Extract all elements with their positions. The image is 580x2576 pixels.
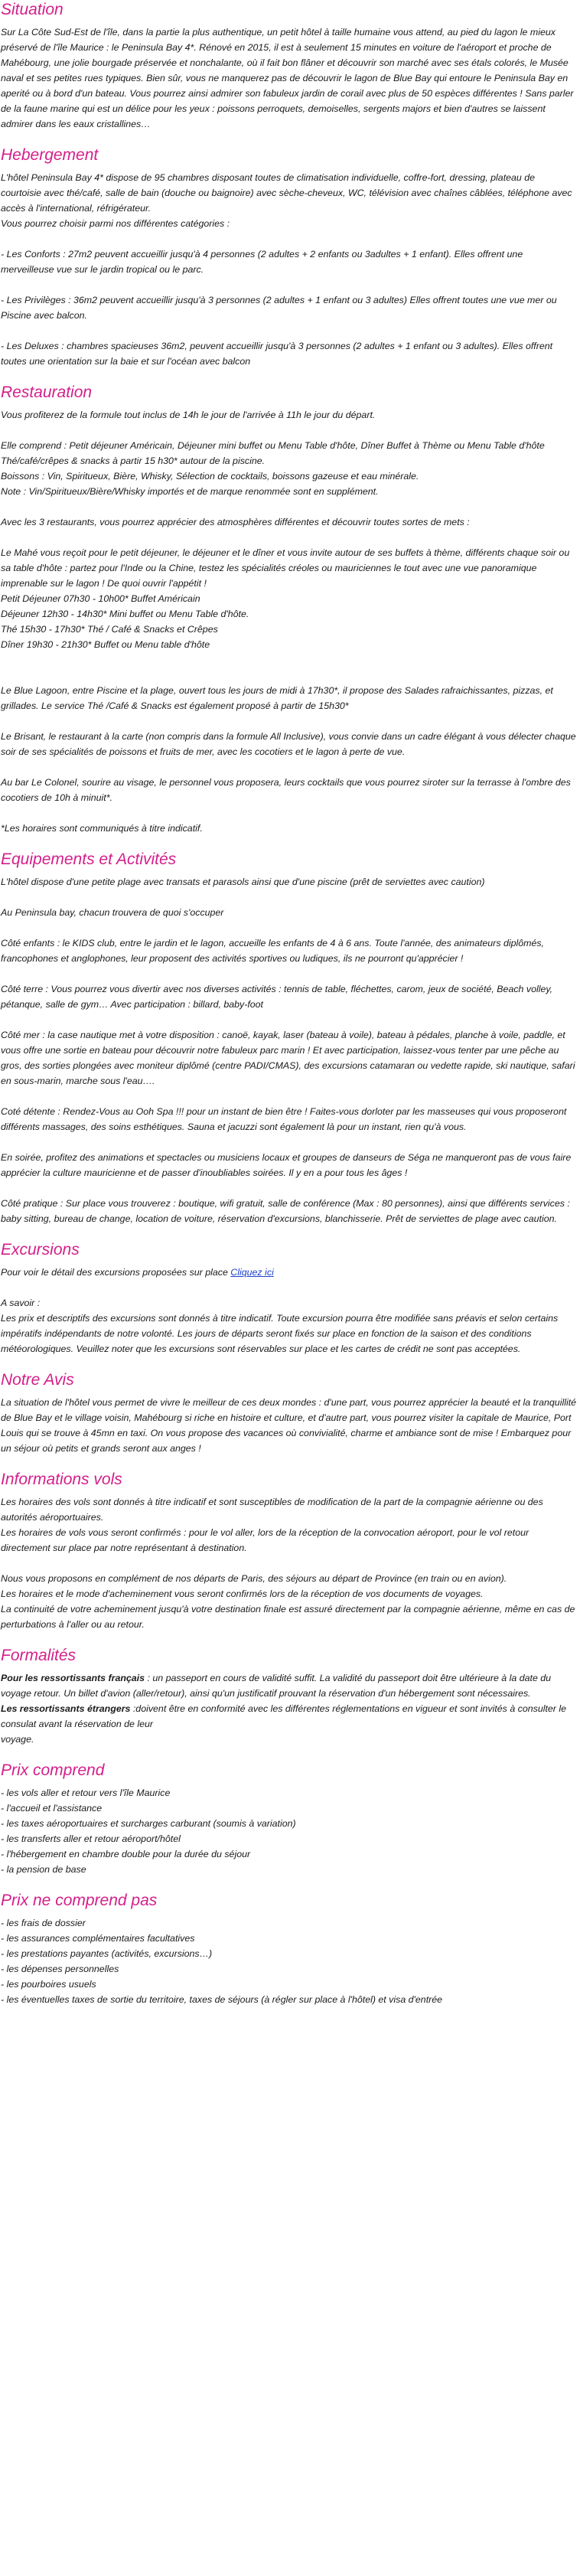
list-item: - les prestations payantes (activités, excursions…) bbox=[1, 1948, 213, 1959]
excursions-details-link[interactable]: Cliquez ici bbox=[230, 1267, 274, 1278]
equipements-title: Equipements et Activités bbox=[1, 851, 177, 868]
equipements-soiree: En soirée, profitez des animations et spectacles ou musiciens locaux et groupes de danseurs de Séga ne manqueront pas de vous faire apprécier la culture mauricienne et de passer d'inoubliables soirées. Il y en a pour tous les âges ! bbox=[1, 1152, 572, 1178]
list-item: - les vols aller et retour vers l'île Maurice bbox=[1, 1788, 171, 1798]
section-hebergement bbox=[1, 145, 577, 369]
section-formalites bbox=[1, 1646, 577, 1747]
prix-ne-comprend-pas-title: Prix ne comprend pas bbox=[1, 1892, 158, 1909]
situation-title: Situation bbox=[1, 1, 64, 18]
prix-comprend-title: Prix comprend bbox=[1, 1761, 105, 1779]
hebergement-intro: L'hôtel Peninsula Bay 4* dispose de 95 chambres disposant toutes de climatisation individuelle, coffre-fort, dressing, plateau de courtoisie avec thé/café, salle de bain (douche ou baignoire) avec sèche-cheveux, WC, télévision avec chaînes câblées, téléphone avec accès à l'international, réfrigérateur. Vous pourrez choisir parmi nos différentes catégories : bbox=[1, 172, 572, 229]
section-prix-ne-comprend-pas bbox=[1, 1891, 577, 2007]
section-equipements bbox=[1, 850, 577, 1226]
formalites-title: Formalités bbox=[1, 1647, 77, 1664]
list-item: - les pourboires usuels bbox=[1, 1979, 96, 1990]
section-avis bbox=[1, 1370, 577, 1456]
formalites-francais-text: : un passeport en cours de validité suffit. La validité du passeport doit être ultérieure à la date du voyage retour. Un billet d'avion (aller/retour), ainsi qu'un justificatif prouvant la réservation d'un hébergement sont nécessaires. bbox=[1, 1673, 552, 1699]
formalites-francais bbox=[1, 1670, 577, 1701]
excursions-link-prefix: Pour voir le détail des excursions proposées sur place bbox=[1, 1267, 231, 1278]
formalites-etrangers-label: Les ressortissants étrangers bbox=[1, 1703, 131, 1714]
equipements-enfants: Côté enfants : le KIDS club, entre le jardin et le lagon, accueille les enfants de 4 à 6 ans. Toute l'année, des animateurs diplômés, francophones et anglophones, leur proposent des activités sportives ou ludiques, ils ne pourront qu'apprécier ! bbox=[1, 938, 544, 964]
section-vols bbox=[1, 1470, 577, 1632]
hebergement-deluxes: - Les Deluxes : chambres spacieuses 36m2, peuvent accueillir jusqu'à 3 personnes (2 adultes + 1 enfant ou 3 adultes). Elles offrent toutes une orientation sur la baie et sur l'océan avec balcon bbox=[1, 341, 553, 367]
excursions-link-line bbox=[1, 1265, 577, 1280]
restauration-bar-le-colonel: Au bar Le Colonel, sourire au visage, le personnel vous proposera, leurs cocktails que vous pourrez siroter sur la terrasse à l'ombre des cocotiers de 10h à minuit*. bbox=[1, 777, 571, 803]
restauration-le-mahe: Le Mahé vous reçoit pour le petit déjeuner, le déjeuner et le dîner et vous invite autour de ses buffets à thème, différents chaque soir ou sa table d'hôte : partez pour l'Inde ou la Chine, testez les spécialités créoles ou mauriciennes le tout avec une vue panoramique imprenable sur le lagon ! De quoi ouvrir l'appétit ! Petit Déjeuner 07h30 - 10h00* Buffet Américain Déjeuner 12h30 - 14h30* Mini buffet ou Menu Table d'hôte. Thé 15h30 - 17h30* Thé / Café & Snacks et Crêpes Dîner 19h30 - 21h30* Buffet ou Menu table d'hôte bbox=[1, 547, 570, 650]
formalites-etrangers bbox=[1, 1701, 577, 1747]
hebergement-title: Hebergement bbox=[1, 146, 99, 164]
equipements-mer: Côté mer : la case nautique met à votre disposition : canoë, kayak, laser (bateau à voile), bateau à pédales, planche à voile, paddle, et vous offre une sortie en bateau pour découvrir notre fabuleux parc marin ! Et avec participation, laissez-vous tenter par une pêche au gros, des sorties plongées avec moniteur diplômé (centre PADI/CMAS), des excursions catamaran ou vedette rapide, ski nautique, safari en sous-marin, marche sous l'eau…. bbox=[1, 1030, 575, 1086]
equipements-pratique: Côté pratique : Sur place vous trouverez : boutique, wifi gratuit, salle de conférence (Max : 80 personnes), ainsi que différents services : baby sitting, bureau de change, location de voiture, réservation d'excursions, blanchisserie. Prêt de serviettes de plage avec caution. bbox=[1, 1198, 570, 1224]
situation-text: Sur La Côte Sud-Est de l'île, dans la partie la plus authentique, un petit hôtel à taille humaine vous attend, au pied du lagon le mieux préservé de l'île Maurice : le Peninsula Bay 4*. Rénové en 2015, il est à seulement 15 minutes en voiture de l'aéroport et proche de Mahébourg, une jolie bourgade préservée et nonchalante, où il fait bon flâner et découvrir son marché avec ses étals colorés, le Musée naval et ses petites rues typiques. Bien sûr, vous ne manquerez pas de découvrir le lagon de Blue Bay qui entoure le Peninsula Bay en aperité ou à bord d'un bateau. Vous pourrez ainsi admirer son fabuleux jardin de corail avec plus de 50 espèces différentes ! Sans parler de la faune marine qui est un délice pour les yeux : poissons perroquets, demoiselles, sergents majors et bien d'autres se laissent admirer dans les eaux cristallines… bbox=[1, 27, 574, 129]
excursions-a-savoir: A savoir : Les prix et descriptifs des excursions sont donnés à titre indicatif. Toute excursion pourra être modifiée sans préavis et selon certains impératifs indépendants de notre volonté. Les jours de départs seront fixés sur place en fonction de la saison et des conditions météorologiques. Veuillez noter que les excursions sont réservables sur place et les cartes de crédit ne sont pas acceptées. bbox=[1, 1298, 559, 1354]
section-prix-comprend bbox=[1, 1761, 577, 1877]
excursions-title: Excursions bbox=[1, 1241, 80, 1259]
restauration-horaires-note: *Les horaires sont communiqués à titre indicatif. bbox=[1, 823, 203, 834]
restauration-formule: Vous profiterez de la formule tout inclus de 14h le jour de l'arrivée à 11h le jour du départ. bbox=[1, 410, 376, 420]
list-item: - l'hébergement en chambre double pour la durée du séjour bbox=[1, 1849, 251, 1859]
restauration-restaurants-intro: Avec les 3 restaurants, vous pourrez apprécier des atmosphères différentes et découvrir toutes sortes de mets : bbox=[1, 517, 470, 527]
section-excursions bbox=[1, 1240, 577, 1357]
hebergement-privileges: - Les Privilèges : 36m2 peuvent accueillir jusqu'à 3 personnes (2 adultes + 1 enfant ou 3 adultes) Elles offrent toutes une vue mer ou Piscine avec balcon. bbox=[1, 295, 557, 321]
equipements-plage: L'hôtel dispose d'une petite plage avec transats et parasols ainsi que d'une piscine (prêt de serviettes avec caution) bbox=[1, 877, 485, 887]
restauration-le-brisant: Le Brisant, le restaurant à la carte (non compris dans la formule All Inclusive), vous convie dans un cadre élégant à vous délecter chaque soir de ses spécialités de poissons et fruits de mer, avec les cocotiers et le lagon à perte de vue. bbox=[1, 731, 576, 757]
formalites-etrangers-text: :doivent être en conformité avec les différentes réglementations en vigueur et sont invités à consulter le consulat avant la réservation de leur voyage. bbox=[1, 1703, 567, 1745]
list-item: - les frais de dossier bbox=[1, 1918, 86, 1928]
prix-ne-comprend-pas-list bbox=[1, 1915, 577, 2007]
vols-horaires: Les horaires des vols sont donnés à titre indicatif et sont susceptibles de modification de la part de la compagnie aérienne ou des autorités aéroportuaires. Les horaires de vols vous seront confirmés : pour le vol aller, lors de la réception de la convocation aéroport, pour le vol retour directement sur place par notre représentant à destination. bbox=[1, 1497, 543, 1553]
list-item: - les éventuelles taxes de sortie du territoire, taxes de séjours (à régler sur place à l'hôtel) et visa d'entrée bbox=[1, 1994, 443, 2005]
list-item: - les transferts aller et retour aéroport/hôtel bbox=[1, 1833, 181, 1844]
list-item: - les dépenses personnelles bbox=[1, 1964, 119, 1974]
avis-title: Notre Avis bbox=[1, 1371, 74, 1389]
formalites-francais-label: Pour les ressortissants français bbox=[1, 1673, 145, 1683]
list-item: - la pension de base bbox=[1, 1864, 86, 1875]
equipements-detente: Coté détente : Rendez-Vous au Ooh Spa !!! pour un instant de bien être ! Faites-vous dorloter par les masseuses qui vous proposeront différents massages, des soins esthétiques. Sauna et jacuzzi sont également là pour un instant, rien qu'à vous. bbox=[1, 1106, 567, 1132]
list-item: - les taxes aéroportuaires et surcharges carburant (soumis à variation) bbox=[1, 1818, 296, 1829]
restauration-title: Restauration bbox=[1, 384, 93, 401]
restauration-blue-lagoon: Le Blue Lagoon, entre Piscine et la plage, ouvert tous les jours de midi à 17h30*, il propose des Salades rafraichissantes, pizzas, et grillades. Le service Thé /Café & Snacks est également proposé à partir de 15h30* bbox=[1, 685, 553, 711]
vols-province: Nous vous proposons en complément de nos départs de Paris, des séjours au départ de Province (en train ou en avion). Les horaires et le mode d'acheminement vous seront confirmés lors de la réception de vos documents de voyages. La continuité de votre acheminement jusqu'à votre destination finale est assuré directement par la compagnie aérienne, même en cas de perturbations à l'aller ou au retour. bbox=[1, 1573, 575, 1630]
list-item: - l'accueil et l'assistance bbox=[1, 1803, 103, 1814]
section-situation bbox=[1, 0, 577, 132]
avis-text: La situation de l'hôtel vous permet de vivre le meilleur de ces deux mondes : d'une part, vous pourrez apprécier la beauté et la tranquillité de Blue Bay et le village voisin, Mahébourg si riche en histoire et culture, et d'autre part, vous pourrez visiter la capitale de Maurice, Port Louis qui se trouve à 45mn en taxi. On vous propose des vacances où convivialité, charme et ambiance sont de mise ! Embarquez pour un séjour où petits et grands seront aux anges ! bbox=[1, 1397, 577, 1454]
restauration-comprend: Elle comprend : Petit déjeuner Américain, Déjeuner mini buffet ou Menu Table d'hôte, Dîner Buffet à Thème ou Menu Table d'hôte Thé/café/crêpes & snacks à partir 15 h30* autour de la piscine. Boissons : Vin, Spiritueux, Bière, Whisky, Sélection de cocktails, boissons gazeuse et eau minérale. Note : Vin/Spiritueux/Bière/Whisky importés et de marque renommée sont en supplément. bbox=[1, 440, 545, 497]
equipements-terre: Côté terre : Vous pourrez vous divertir avec nos diverses activités : tennis de table, fléchettes, carom, jeux de société, Beach volley, pétanque, salle de gym… Avec participation : billard, baby-foot bbox=[1, 984, 553, 1010]
hebergement-conforts: - Les Conforts : 27m2 peuvent accueillir jusqu'à 4 personnes (2 adultes + 2 enfants ou 3adultes + 1 enfant). Elles offrent une merveilleuse vue sur le jardin tropical ou le parc. bbox=[1, 249, 523, 275]
equipements-intro: Au Peninsula bay, chacun trouvera de quoi s'occuper bbox=[1, 907, 224, 918]
prix-comprend-list bbox=[1, 1785, 577, 1877]
section-restauration bbox=[1, 383, 577, 836]
list-item: - les assurances complémentaires facultatives bbox=[1, 1933, 195, 1944]
vols-title: Informations vols bbox=[1, 1471, 122, 1488]
